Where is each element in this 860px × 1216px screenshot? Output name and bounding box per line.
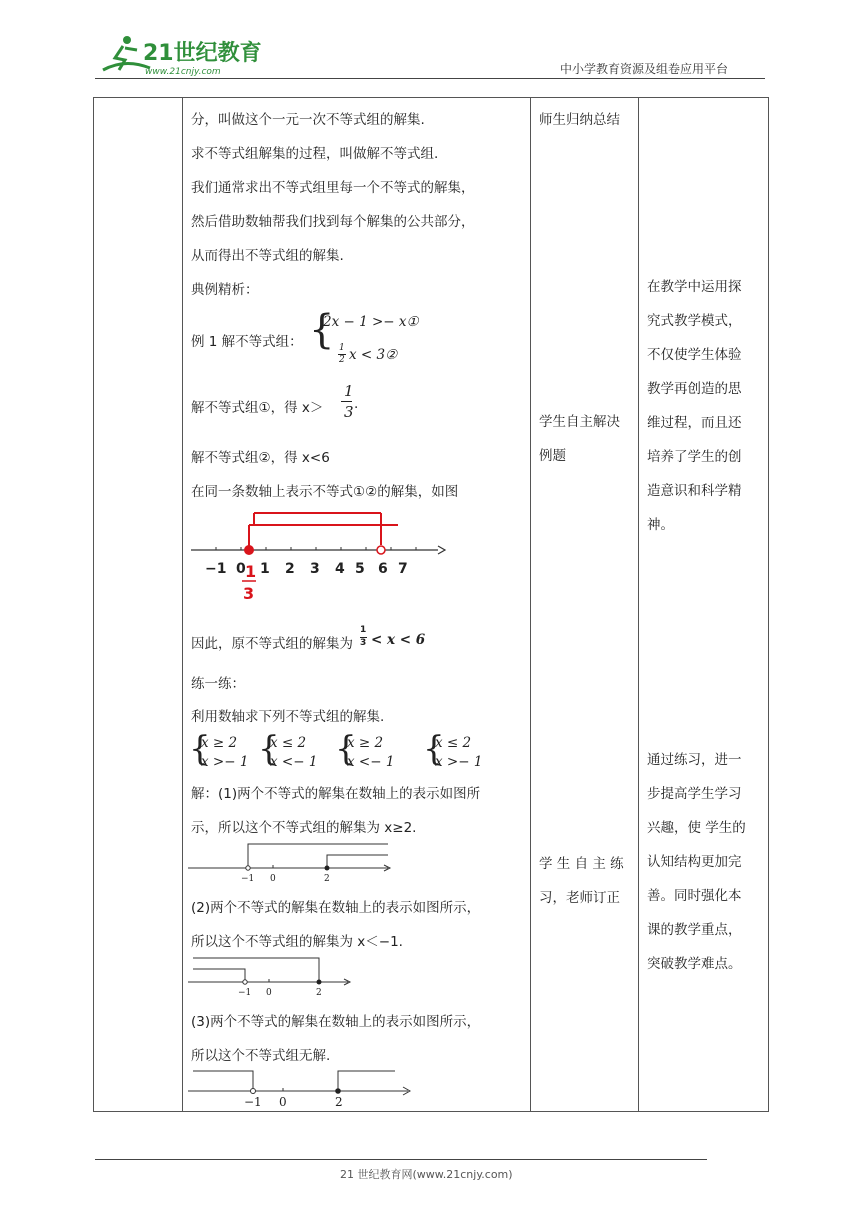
- intent-text: 认知结构更加完: [647, 854, 742, 870]
- activity-text: 学 生 自 主 练: [539, 856, 624, 872]
- equation-2: x < 3②: [349, 347, 398, 363]
- text-line: 我们通常求出不等式组里每一个不等式的解集，: [191, 180, 475, 196]
- system-line: x <− 1: [347, 754, 395, 770]
- text-line: 分，叫做这个一元一次不等式组的解集.: [191, 112, 425, 128]
- header-divider: [95, 78, 765, 79]
- text-line: 求不等式组解集的过程，叫做解不等式组.: [191, 146, 439, 162]
- answer-line: (3)两个不等式的解集在数轴上的表示如图所示，: [191, 1014, 481, 1030]
- section-heading: 练一练：: [191, 676, 245, 692]
- fraction-den: 2: [339, 355, 345, 365]
- tick-label: 2: [316, 988, 322, 998]
- tick-label: 2: [324, 874, 330, 884]
- system-line: x ≤ 2: [270, 735, 307, 751]
- tick-label: 5: [355, 561, 365, 577]
- number-line-figure: [183, 503, 528, 613]
- intent-text: 培养了学生的创: [647, 449, 742, 465]
- intent-text: 造意识和科学精: [647, 483, 742, 499]
- tick-label: 4: [335, 561, 345, 577]
- tick-label: 2: [285, 561, 295, 577]
- result-math: < x < 6: [371, 632, 426, 648]
- fraction-den: 3: [344, 403, 354, 421]
- fraction-num: 1: [339, 343, 345, 353]
- text-line: 利用数轴求下列不等式组的解集.: [191, 709, 385, 725]
- activity-column: [531, 98, 639, 1112]
- tick-label: 0: [270, 874, 276, 884]
- section-heading: 典例精析：: [191, 282, 259, 298]
- intent-text: 神。: [647, 517, 674, 533]
- system-line: x ≤ 2: [435, 735, 472, 751]
- activity-text: 师生归纳总结: [539, 112, 620, 128]
- period: .: [354, 396, 359, 412]
- system-line: x <− 1: [270, 754, 318, 770]
- brace-icon: {: [189, 729, 211, 769]
- closed-point-icon: [244, 545, 254, 555]
- system-line: x ≥ 2: [201, 735, 238, 751]
- text-line: 从而得出不等式组的解集.: [191, 248, 344, 264]
- answer-line: 所以这个不等式组的解集为 x＜−1.: [191, 934, 403, 950]
- content-column: 分，叫做这个一元一次不等式组的解集. 求不等式组解集的过程，叫做解不等式组. 我们通常求出不等式组里每一个不等式的解集， 然后借助数轴帮我们找到每个解集的公共部分， 从而得出不等式组的解集. 典例精析： 例 1 解不等式组： { 2x − 1 >− x① 1 2 x < 3② 解不等式组①，得 x＞ 1 3 . 解不等式组②，得 x<6 在同一条数轴上表示不等式①②的解集，如图 −1 0 1 2 3 4 5 6 7 1 3 因此，原不等式组的解集为 1 3 < x < 6 练一练： 利用数轴求下列不等式组的解集. { x ≥ 2 x >− 1 { x ≤ 2 x <− 1 { x ≥ 2 x <− 1 { x ≤ 2 x >− 1 解：(1)两个不等式的解集在数轴上的表示如图所 示，所以这个不等式组的解集为 x≥2. −1 0 2 (2)两个不等式的解集在数轴上的表示如图所示， 所以这个不等式组的解集为 x＜−1. −1 0 2 (3)两个不等式的解集在数轴上的表示如图所示， 所以这个不等式组无解. −1 0 2: [183, 98, 531, 1112]
- brace-icon: {: [335, 729, 357, 769]
- tick-label: 6: [378, 561, 388, 577]
- system-line: x ≥ 2: [347, 735, 384, 751]
- result-line: 因此，原不等式组的解集为: [191, 636, 353, 652]
- intent-text: 不仅使学生体验: [647, 347, 742, 363]
- intent-text: 维过程，而且还: [647, 415, 742, 431]
- intent-text: 教学再创造的思: [647, 381, 742, 397]
- answer-line: 解：(1)两个不等式的解集在数轴上的表示如图所: [191, 786, 481, 802]
- lesson-table: [93, 97, 769, 1112]
- tick-label: −1: [205, 561, 227, 577]
- tick-label: 0: [236, 561, 246, 577]
- intent-text: 课的教学重点，: [647, 922, 742, 938]
- answer-line: (2)两个不等式的解集在数轴上的表示如图所示，: [191, 900, 481, 916]
- text-line: 然后借助数轴帮我们找到每个解集的公共部分，: [191, 214, 475, 230]
- open-point-icon: [377, 546, 385, 554]
- system-line: x >− 1: [435, 754, 483, 770]
- tick-label: 0: [279, 1095, 287, 1109]
- footer-divider: [95, 1159, 707, 1160]
- number-line-figure: [183, 840, 528, 890]
- footer-link[interactable]: 21 世纪教育网(www.21cnjy.com): [340, 1168, 513, 1181]
- answer-line: 示，所以这个不等式组的解集为 x≥2.: [191, 820, 417, 836]
- tick-label: 1: [260, 561, 270, 577]
- solution-line: 解不等式组①，得 x＞: [191, 400, 324, 416]
- intent-text: 在教学中运用探: [647, 279, 742, 295]
- fraction-den: 3: [243, 584, 255, 603]
- intent-text: 步提高学生学习: [647, 786, 742, 802]
- system-line: x >− 1: [201, 754, 249, 770]
- empty-column: [94, 98, 183, 1112]
- intent-text: 究式教学模式，: [647, 313, 742, 329]
- activity-text: 例题: [539, 448, 566, 464]
- solution-line: 在同一条数轴上表示不等式①②的解集，如图: [191, 484, 459, 500]
- equation-1: 2x − 1 >− x①: [323, 314, 419, 330]
- number-line-figure: [183, 1066, 528, 1111]
- intent-text: 善。同时强化本: [647, 888, 742, 904]
- fraction-num: 1: [245, 562, 257, 581]
- intent-text: 兴趣，使 学生的: [647, 820, 746, 836]
- logo-text: 21世纪教育: [143, 41, 262, 66]
- intent-text: 突破教学难点。: [647, 956, 742, 972]
- tick-label: 3: [310, 561, 320, 577]
- tick-label: 2: [335, 1095, 343, 1109]
- brace-icon: {: [423, 729, 445, 769]
- intent-text: 通过练习，进一: [647, 752, 742, 768]
- brace-icon: {: [309, 307, 335, 353]
- platform-title: 中小学教育资源及组卷应用平台: [560, 62, 729, 76]
- activity-text: 学生自主解决: [539, 414, 620, 430]
- logo-url: www.21cnjy.com: [145, 67, 221, 77]
- tick-label: 7: [398, 561, 408, 577]
- number-line-figure: [183, 953, 528, 1003]
- brace-icon: {: [258, 729, 280, 769]
- answer-line: 所以这个不等式组无解.: [191, 1048, 331, 1064]
- design-intent-column: [639, 98, 769, 1112]
- site-logo: [95, 30, 265, 80]
- example-label: 例 1 解不等式组：: [191, 334, 303, 350]
- tick-label: −1: [241, 874, 255, 884]
- tick-label: −1: [244, 1095, 262, 1109]
- tick-label: −1: [238, 988, 252, 998]
- tick-label: 0: [266, 988, 272, 998]
- solution-line: 解不等式组②，得 x<6: [191, 450, 330, 466]
- fraction-num: 1: [344, 382, 354, 400]
- activity-text: 习，老师订正: [539, 890, 620, 906]
